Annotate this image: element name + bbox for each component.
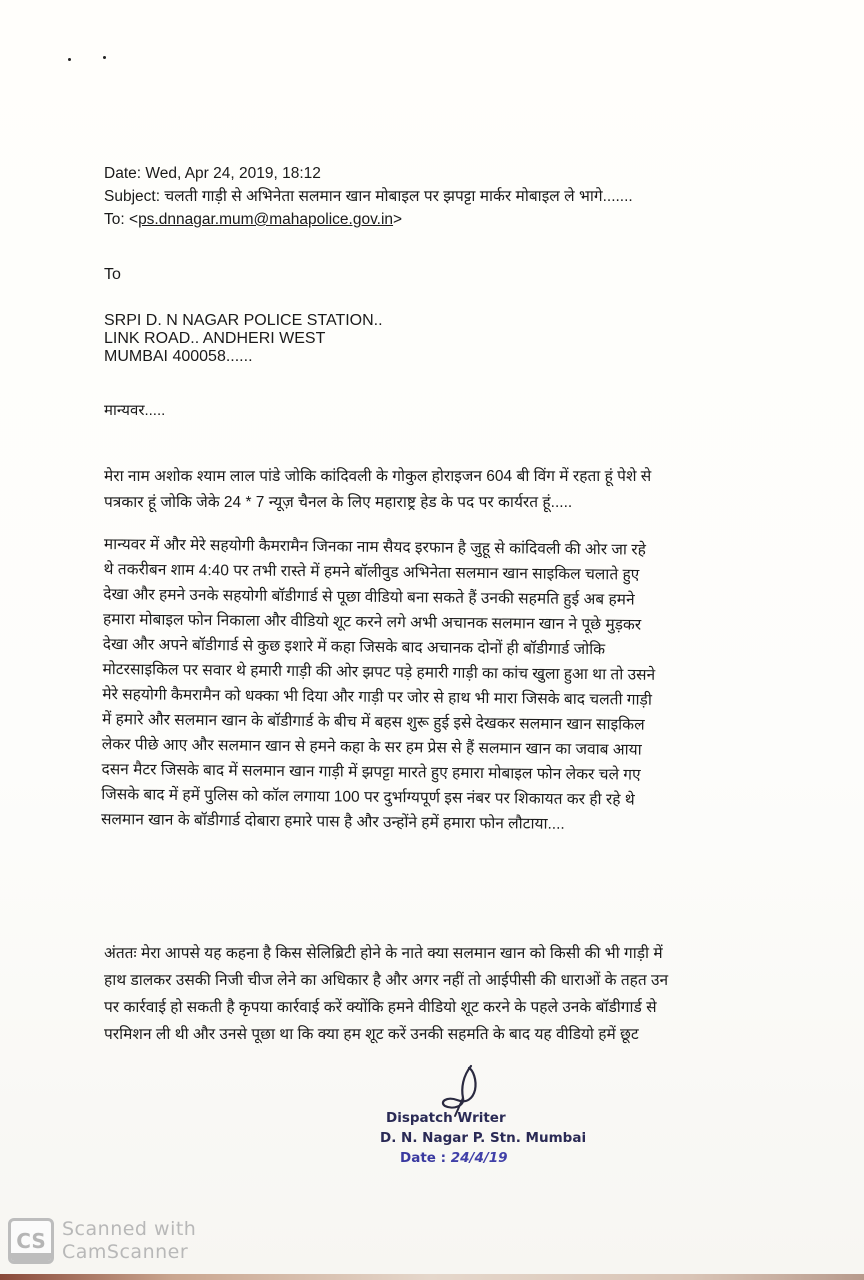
- email-header: [104, 162, 633, 231]
- scan-speck: [68, 58, 71, 61]
- logo-text: CS: [16, 1229, 46, 1253]
- address-line: MUMBAI 400058......: [104, 348, 253, 365]
- salutation: मान्यवर.....: [104, 402, 166, 419]
- body-paragraph-introduction: [104, 464, 774, 516]
- stamp-text: [380, 1108, 586, 1168]
- date-label: Date:: [104, 165, 142, 182]
- body-paragraph-request: [104, 940, 774, 1048]
- scan-speck: [103, 56, 106, 59]
- email-to-line: [104, 208, 633, 231]
- page-edge: [0, 1274, 864, 1280]
- watermark-line: Scanned with: [62, 1218, 197, 1240]
- email-bracket-open: <: [129, 211, 139, 228]
- email-bracket-close: >: [393, 211, 403, 228]
- camscanner-watermark: [8, 1218, 196, 1264]
- stamp-date-label: Date :: [400, 1150, 447, 1166]
- body-paragraph-incident: [101, 532, 774, 839]
- text-line: लेकर पीछे आए और सलमान खान से हमने कहा के सर हम प्रेस से हैं सलमान खान का जवाब आया: [101, 735, 642, 759]
- text-line: थे तकरीबन शाम 4:40 पर तभी रास्ते में हमने बॉलीवुड अभिनेता सलमान खान साइकिल चलाते हुए: [103, 560, 640, 584]
- text-line: पर कार्रवाई हो सकती है कृपया कार्रवाई करें क्योंकि हमने वीडियो शूट करने के पहले उनके बॉडीगार्ड से: [104, 999, 657, 1016]
- watermark-text: [62, 1218, 196, 1264]
- address-line: SRPI D. N NAGAR POLICE STATION..: [104, 312, 383, 329]
- text-line: मेरे सहयोगी कैमरामैन को धक्का भी दिया और गाड़ी पर जोर से हाथ भी मारा जिसके बाद चलती गाड़ी: [102, 685, 652, 709]
- watermark-line: CamScanner: [62, 1241, 189, 1263]
- text-line: हाथ डालकर उसकी निजी चीज लेने का अधिकार है और अगर नहीं तो आईपीसी की धाराओं के तहत उन: [104, 972, 669, 989]
- text-line: में हमारे और सलमान खान के बॉडीगार्ड के बीच में बहस शुरू हुई इसे देखकर सलमान खान साइकिल: [101, 710, 645, 734]
- text-line: परमिशन ली थी और उनसे पूछा था कि क्या हम शूट करें उनकी सहमति के बाद यह वीडियो हमें छूट: [104, 1026, 639, 1043]
- recipient-email-link[interactable]: ps.dnnagar.mum@mahapolice.gov.in: [138, 211, 394, 228]
- stamp-title: Dispatch Writer: [386, 1110, 506, 1126]
- email-subject-line: [104, 185, 633, 208]
- text-line: जिसके बाद में हमें पुलिस को कॉल लगाया 100 पर दुर्भाग्यपूर्ण इस नंबर पर शिकायत कर ही रहे थे: [101, 785, 635, 809]
- text-line: हमारा मोबाइल फोन निकाला और वीडियो शूट करने लगे अभी अचानक सलमान खान ने पूछे मुड़कर: [102, 610, 642, 634]
- text-line: मोटरसाइकिल पर सवार थे हमारी गाड़ी की ओर झपट पड़े हमारी गाड़ी का कांच खुला हुआ था तो उसने: [102, 660, 656, 684]
- stamp-date: [380, 1148, 586, 1168]
- text-line: पत्रकार हूं जोकि जेके 24 * 7 न्यूज़ चैनल के लिए महाराष्ट्र हेड के पद पर कार्यरत हूं.....: [104, 494, 573, 511]
- date-value: Wed, Apr 24, 2019, 18:12: [145, 165, 321, 182]
- text-line: मेरा नाम अशोक श्याम लाल पांडे जोकि कांदिवली के गोकुल होराइजन 604 बी विंग में रहता हूं पेशे से: [104, 468, 652, 485]
- stamp-office: D. N. Nagar P. Stn. Mumbai: [380, 1130, 587, 1146]
- text-line: देखा और अपने बॉडीगार्ड से कुछ इशारे में कहा जिसके बाद अचानक दोनों ही बॉडीगार्ड जोकि: [102, 635, 606, 659]
- text-line: मान्यवर में और मेरे सहयोगी कैमरामैन जिनका नाम सैयद इरफान है जुहू से कांदिवली की ओर जा रहे: [103, 535, 646, 559]
- subject-label: Subject:: [104, 188, 161, 205]
- dispatch-stamp: [378, 1062, 587, 1182]
- text-line: अंततः मेरा आपसे यह कहना है किस सेलिब्रिटी होने के नाते क्या सलमान खान को किसी की भी गाड़ी में: [104, 945, 663, 962]
- subject-value: चलती गाड़ी से अभिनेता सलमान खान मोबाइल पर झपट्टा मार्कर मोबाइल ले भागे.......: [164, 188, 633, 205]
- text-line: सलमान खान के बॉडीगार्ड दोबारा हमारे पास है और उन्होंने हमें हमारा फोन लौटाया....: [100, 810, 565, 833]
- recipient-address: [104, 312, 383, 366]
- stamp-date-handwritten: 24/4/19: [450, 1150, 508, 1166]
- email-date-line: [104, 162, 633, 185]
- address-line: LINK ROAD.. ANDHERI WEST: [104, 330, 326, 347]
- letter-to-label: To: [104, 266, 121, 283]
- camscanner-logo-icon: [8, 1218, 54, 1264]
- to-label: To:: [104, 211, 125, 228]
- text-line: दसन मैटर जिसके बाद में सलमान खान गाड़ी में झपट्टा मारते हुए हमारा मोबाइल फोन लेकर चले गए: [101, 760, 641, 784]
- text-line: देखा और हमने उनके सहयोगी बॉडीगार्ड से पूछा वीडियो बना सकते हैं उनकी सहमति हुई अब हमने: [103, 585, 635, 609]
